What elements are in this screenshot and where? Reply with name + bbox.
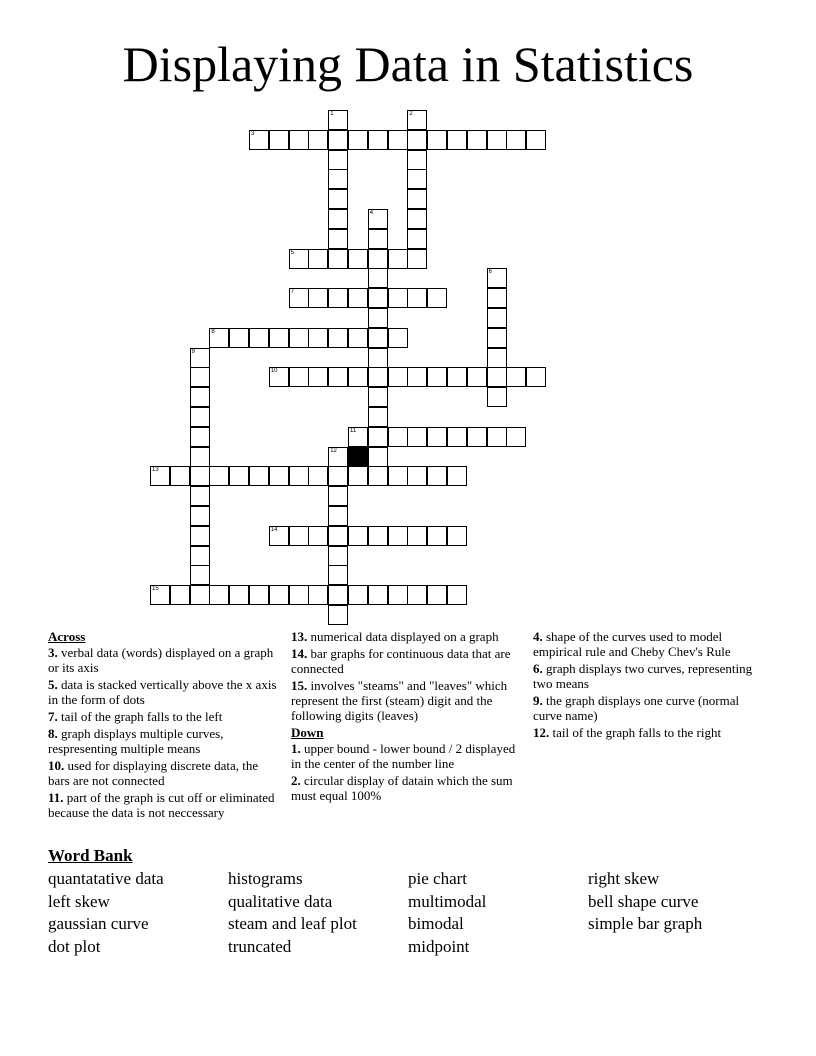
- grid-cell[interactable]: [289, 466, 309, 486]
- clue-label: 11.: [48, 790, 64, 805]
- grid-cell[interactable]: [407, 427, 427, 447]
- grid-cell[interactable]: [328, 169, 348, 189]
- word-bank-item: right skew: [588, 869, 660, 888]
- grid-cell[interactable]: [190, 367, 210, 387]
- grid-cell[interactable]: [328, 565, 348, 585]
- grid-cell[interactable]: [368, 407, 388, 427]
- page-title: Displaying Data in Statistics: [122, 36, 694, 92]
- clues-column-3: [533, 629, 763, 742]
- grid-cell[interactable]: [407, 288, 427, 308]
- word-bank-item: histograms: [228, 869, 303, 888]
- grid-cell[interactable]: [328, 605, 348, 625]
- down-heading: Down: [291, 725, 324, 740]
- grid-cell[interactable]: [289, 130, 309, 150]
- grid-cell[interactable]: [289, 288, 309, 308]
- grid-cell[interactable]: [407, 229, 427, 249]
- grid-cell[interactable]: [348, 585, 368, 605]
- grid-cell[interactable]: [407, 110, 427, 130]
- clue-label: 7.: [48, 709, 58, 724]
- grid-cell[interactable]: [209, 328, 229, 348]
- grid-cell[interactable]: [487, 387, 507, 407]
- clue-label: 9.: [533, 693, 543, 708]
- grid-cell[interactable]: [190, 407, 210, 427]
- clue-label: 8.: [48, 726, 58, 741]
- clue-label: 2.: [291, 773, 301, 788]
- grid-cell[interactable]: [308, 288, 328, 308]
- clue-number: 5: [290, 249, 294, 256]
- clues-column-1: [48, 629, 278, 822]
- black-cell: [348, 447, 368, 467]
- clue-text: graph displays two curves, representing two means: [533, 661, 753, 691]
- grid-cell[interactable]: [388, 526, 408, 546]
- clue-text: circular display of datain which the sum must equal 100%: [291, 773, 513, 803]
- grid-cell[interactable]: [487, 328, 507, 348]
- grid-cell[interactable]: [190, 546, 210, 566]
- grid-cell[interactable]: [368, 308, 388, 328]
- down-clue: [533, 693, 763, 723]
- grid-cell[interactable]: [328, 526, 348, 546]
- grid-cell[interactable]: [368, 130, 388, 150]
- grid-cell[interactable]: [467, 130, 487, 150]
- grid-cell[interactable]: [368, 328, 388, 348]
- grid-cell[interactable]: [447, 427, 467, 447]
- grid-cell[interactable]: [427, 585, 447, 605]
- grid-cell[interactable]: [328, 367, 348, 387]
- grid-cell[interactable]: [269, 466, 289, 486]
- grid-cell[interactable]: [328, 209, 348, 229]
- grid-cell[interactable]: [348, 328, 368, 348]
- grid-cell[interactable]: [170, 585, 190, 605]
- grid-cell[interactable]: [388, 249, 408, 269]
- clue-label: 12.: [533, 725, 550, 740]
- grid-cell[interactable]: [170, 466, 190, 486]
- grid-cell[interactable]: [308, 367, 328, 387]
- clue-number: 1: [330, 111, 334, 117]
- word-bank-item: bell shape curve: [588, 891, 699, 911]
- grid-cell[interactable]: [427, 367, 447, 387]
- grid-cell[interactable]: [249, 466, 269, 486]
- word-bank-item: truncated: [228, 937, 292, 957]
- grid-cell[interactable]: [447, 585, 467, 605]
- grid-cell[interactable]: [190, 565, 210, 585]
- clue-text: graph displays multiple curves, respresenting multiple means: [48, 726, 224, 756]
- grid-cell[interactable]: [209, 466, 229, 486]
- grid-cell[interactable]: [150, 466, 170, 486]
- clue-number: 9: [191, 348, 195, 355]
- word-bank-item: qualitative data: [228, 891, 333, 911]
- grid-cell[interactable]: [328, 447, 348, 467]
- clue-label: 5.: [48, 677, 58, 692]
- grid-cell[interactable]: [328, 189, 348, 209]
- grid-cell[interactable]: [407, 169, 427, 189]
- grid-cell[interactable]: [506, 130, 526, 150]
- grid-cell[interactable]: [487, 348, 507, 368]
- grid-cell[interactable]: [427, 526, 447, 546]
- grid-cell[interactable]: [269, 130, 289, 150]
- clue-text: upper bound - lower bound / 2 displayed in the center of the number line: [291, 741, 516, 771]
- grid-cell[interactable]: [289, 328, 309, 348]
- clue-number: 2: [409, 111, 413, 117]
- grid-cell[interactable]: [506, 427, 526, 447]
- grid-cell[interactable]: [328, 466, 348, 486]
- grid-cell[interactable]: [308, 249, 328, 269]
- grid-cell[interactable]: [427, 130, 447, 150]
- grid-cell[interactable]: [229, 585, 249, 605]
- word-bank-item: steam and leaf plot: [228, 914, 357, 934]
- clue-label: 6.: [533, 661, 543, 676]
- down-clue: [291, 773, 521, 803]
- clue-label: 4.: [533, 629, 543, 644]
- grid-cell[interactable]: [407, 130, 427, 150]
- grid-cell[interactable]: [388, 427, 408, 447]
- grid-cell[interactable]: [487, 308, 507, 328]
- grid-cell[interactable]: [348, 288, 368, 308]
- grid-cell[interactable]: [249, 585, 269, 605]
- grid-cell[interactable]: [487, 288, 507, 308]
- across-clue: [48, 726, 278, 756]
- grid-cell[interactable]: [269, 367, 289, 387]
- clue-label: 10.: [48, 758, 65, 773]
- grid-cell[interactable]: [506, 367, 526, 387]
- clue-number: 10: [270, 368, 278, 375]
- grid-cell[interactable]: [388, 288, 408, 308]
- grid-cell[interactable]: [467, 427, 487, 447]
- grid-cell[interactable]: [427, 466, 447, 486]
- grid-cell[interactable]: [368, 288, 388, 308]
- down-clue: [533, 661, 763, 691]
- clue-label: 1.: [291, 741, 301, 756]
- word-bank-item: simple bar graph: [588, 914, 703, 934]
- clue-label: 13.: [291, 629, 308, 644]
- grid-cell[interactable]: [487, 268, 507, 288]
- word-bank-item: dot plot: [48, 937, 101, 957]
- clue-number: 12: [330, 447, 337, 454]
- grid-cell[interactable]: [308, 526, 328, 546]
- grid-cell[interactable]: [487, 367, 507, 387]
- clue-number: 4: [369, 210, 374, 216]
- across-heading: Across: [48, 629, 86, 644]
- grid-cell[interactable]: [328, 249, 348, 269]
- grid-cell[interactable]: [348, 526, 368, 546]
- grid-cell[interactable]: [209, 585, 229, 605]
- across-clue: [48, 758, 278, 788]
- grid-cell[interactable]: [289, 367, 309, 387]
- grid-cell[interactable]: [190, 506, 210, 526]
- grid-cell[interactable]: [368, 268, 388, 288]
- across-clue: [48, 677, 278, 707]
- grid-cell[interactable]: [328, 486, 348, 506]
- grid-cell[interactable]: [150, 585, 170, 605]
- clue-label: 3.: [48, 645, 58, 660]
- grid-cell[interactable]: [447, 130, 467, 150]
- grid-cell[interactable]: [328, 546, 348, 566]
- clues-column-2: [291, 629, 521, 805]
- word-bank-item: left skew: [48, 891, 110, 911]
- grid-cell[interactable]: [348, 130, 368, 150]
- grid-cell[interactable]: [368, 209, 388, 229]
- grid-cell[interactable]: [368, 427, 388, 447]
- grid-cell[interactable]: [229, 466, 249, 486]
- grid-cell[interactable]: [368, 466, 388, 486]
- grid-cell[interactable]: [368, 526, 388, 546]
- grid-cell[interactable]: [308, 466, 328, 486]
- grid-cell[interactable]: [368, 348, 388, 368]
- grid-cell[interactable]: [348, 466, 368, 486]
- grid-cell[interactable]: [328, 150, 348, 170]
- grid-cell[interactable]: [487, 427, 507, 447]
- grid-cell[interactable]: [407, 466, 427, 486]
- clue-text: bar graphs for continuous data that are connected: [291, 646, 511, 676]
- grid-cell[interactable]: [368, 585, 388, 605]
- grid-cell[interactable]: [308, 130, 328, 150]
- grid-cell[interactable]: [526, 367, 546, 387]
- grid-cell[interactable]: [308, 328, 328, 348]
- down-clue: [291, 741, 521, 771]
- word-bank-item: multimodal: [408, 891, 487, 911]
- clue-text: involves "steams" and "leaves" which represent the first (steam) digit and the following digits (leaves): [291, 678, 508, 723]
- clue-text: verbal data (words) displayed on a graph or its axis: [48, 645, 274, 675]
- grid-cell[interactable]: [407, 585, 427, 605]
- grid-cell[interactable]: [348, 249, 368, 269]
- across-clue: [291, 678, 521, 723]
- clue-text: used for displaying discrete data, the bars are not connected: [48, 758, 259, 788]
- grid-cell[interactable]: [348, 367, 368, 387]
- grid-cell[interactable]: [447, 367, 467, 387]
- grid-cell[interactable]: [368, 367, 388, 387]
- grid-cell[interactable]: [289, 585, 309, 605]
- word-bank-item: midpoint: [408, 937, 470, 957]
- grid-cell[interactable]: [388, 367, 408, 387]
- grid-cell[interactable]: [308, 585, 328, 605]
- grid-cell[interactable]: [190, 585, 210, 605]
- across-clue: [48, 790, 278, 820]
- grid-cell[interactable]: [190, 447, 210, 467]
- grid-cell[interactable]: [427, 288, 447, 308]
- grid-cell[interactable]: [467, 367, 487, 387]
- grid-cell[interactable]: [368, 229, 388, 249]
- clue-number: 3: [251, 130, 255, 137]
- clue-number: 13: [152, 467, 159, 474]
- grid-cell[interactable]: [388, 130, 408, 150]
- grid-cell[interactable]: [368, 249, 388, 269]
- grid-cell[interactable]: [269, 585, 289, 605]
- grid-cell[interactable]: [190, 486, 210, 506]
- word-bank-heading: Word Bank: [48, 846, 133, 865]
- grid-cell[interactable]: [407, 150, 427, 170]
- grid-cell[interactable]: [328, 110, 348, 130]
- grid-cell[interactable]: [249, 130, 269, 150]
- grid-cell[interactable]: [447, 526, 467, 546]
- clue-number: 15: [152, 586, 159, 593]
- grid-cell[interactable]: [427, 427, 447, 447]
- grid-cell[interactable]: [328, 288, 348, 308]
- grid-cell[interactable]: [407, 249, 427, 269]
- grid-cell[interactable]: [407, 526, 427, 546]
- clue-text: tail of the graph falls to the right: [549, 725, 722, 740]
- grid-cell[interactable]: [190, 466, 210, 486]
- word-bank-item: quantatative data: [48, 869, 164, 888]
- clue-number: 11: [350, 427, 357, 434]
- clue-number: 6: [488, 269, 492, 276]
- clue-number: 7: [290, 289, 294, 296]
- down-clue: [533, 629, 763, 659]
- clue-text: the graph displays one curve (normal curve name): [533, 693, 740, 723]
- grid-cell[interactable]: [526, 130, 546, 150]
- down-clue: [533, 725, 763, 740]
- clue-number: 14: [270, 526, 278, 533]
- clue-text: shape of the curves used to model empirical rule and Cheby Chev's Rule: [533, 629, 731, 659]
- grid-cell[interactable]: [368, 387, 388, 407]
- grid-cell[interactable]: [368, 447, 388, 467]
- clue-text: data is stacked vertically above the x axis in the form of dots: [48, 677, 277, 707]
- across-clue: [291, 646, 521, 676]
- clue-text: tail of the graph falls to the left: [57, 709, 223, 724]
- grid-cell[interactable]: [328, 130, 348, 150]
- grid-cell[interactable]: [190, 387, 210, 407]
- grid-cell[interactable]: [269, 526, 289, 546]
- grid-cell[interactable]: [328, 585, 348, 605]
- clue-number: 8: [211, 328, 215, 335]
- grid-cell[interactable]: [388, 585, 408, 605]
- clue-text: part of the graph is cut off or eliminated because the data is not neccessary: [48, 790, 275, 820]
- word-bank: [48, 845, 768, 959]
- grid-cell[interactable]: [289, 249, 309, 269]
- word-bank-list: [48, 868, 768, 959]
- grid-cell[interactable]: [487, 130, 507, 150]
- grid-cell[interactable]: [269, 328, 289, 348]
- grid-cell[interactable]: [190, 526, 210, 546]
- across-clue: [48, 709, 278, 724]
- grid-cell[interactable]: [388, 466, 408, 486]
- across-clue: [48, 645, 278, 675]
- grid-cell[interactable]: [190, 427, 210, 447]
- clue-label: 14.: [291, 646, 308, 661]
- grid-cell[interactable]: [190, 348, 210, 368]
- grid-cell[interactable]: [249, 328, 269, 348]
- word-bank-item: gaussian curve: [48, 914, 149, 934]
- grid-cell[interactable]: [348, 427, 368, 447]
- grid-cell[interactable]: [328, 229, 348, 249]
- word-bank-item: pie chart: [408, 869, 467, 888]
- grid-cell[interactable]: [407, 189, 427, 209]
- grid-cell[interactable]: [407, 367, 427, 387]
- clue-label: 15.: [291, 678, 308, 693]
- grid-cell[interactable]: [447, 466, 467, 486]
- across-clue: [291, 629, 521, 644]
- grid-cell[interactable]: [229, 328, 249, 348]
- grid-cell[interactable]: [289, 526, 309, 546]
- grid-cell[interactable]: [388, 328, 408, 348]
- grid-cell[interactable]: [328, 506, 348, 526]
- word-bank-item: bimodal: [408, 914, 464, 934]
- grid-cell[interactable]: [407, 209, 427, 229]
- grid-cell[interactable]: [328, 328, 348, 348]
- clue-text: numerical data displayed on a graph: [307, 629, 499, 644]
